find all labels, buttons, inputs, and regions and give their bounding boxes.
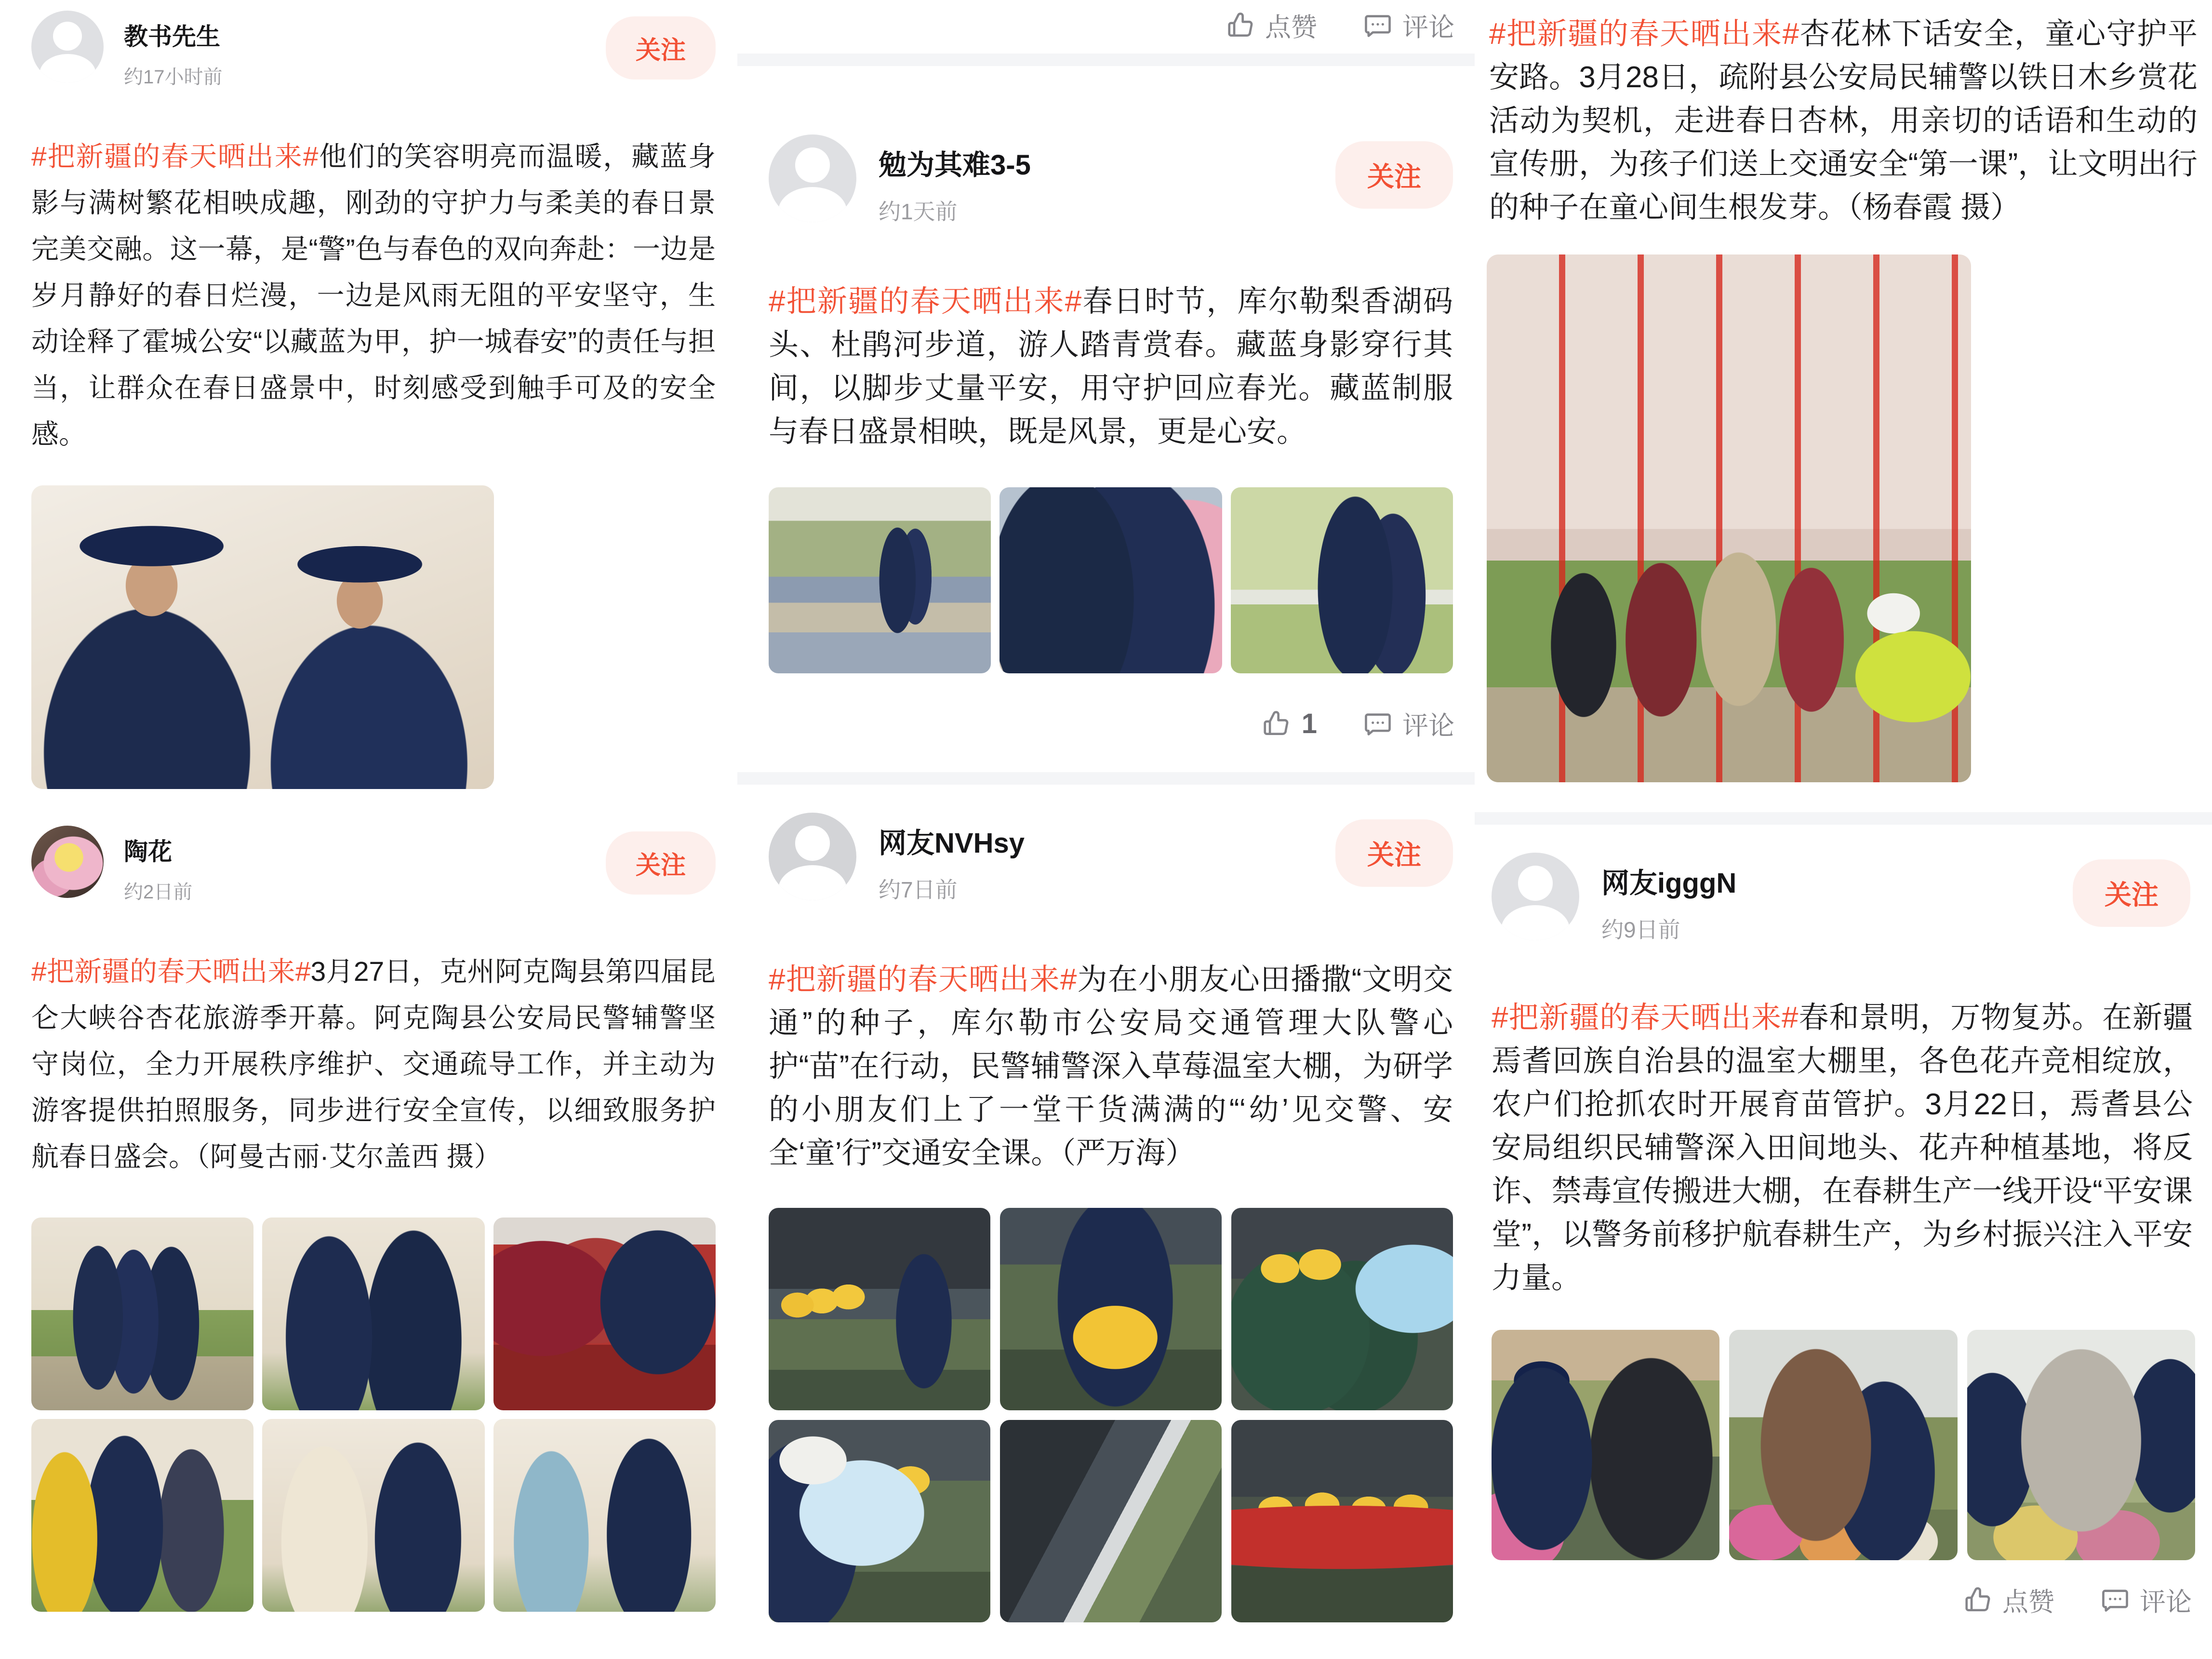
post-photo-officers-farmer-flowers[interactable] xyxy=(1967,1330,2195,1560)
post-text xyxy=(1475,996,2212,1300)
post-actions xyxy=(1475,1581,2212,1619)
photo-grid xyxy=(737,487,1475,673)
post-divider xyxy=(737,772,1475,785)
post-photo-traffic-officer-sign[interactable] xyxy=(769,1420,990,1622)
author-avatar[interactable] xyxy=(769,134,856,222)
post-body: 春和景明，万物复苏。在新疆焉耆回族自治县的温室大棚里，各色花卉竞相绽放，农户们抢抓农时开展育苗管护。3月22日，焉耆县公安局组织民辅警深入田间地头、花卉种植基地，将反诈、禁毒宣传搬进大棚，在春耕生产一线开设“平安课堂”，以警务前移护航春耕生产，为乡村振兴注入平安力量。 xyxy=(1492,1001,2193,1295)
post-photo-greenhouse-kids[interactable] xyxy=(769,1208,990,1410)
post-card xyxy=(1475,853,2212,1619)
post-photo-boy-officer-flowers[interactable] xyxy=(1729,1330,1957,1560)
post-photo-officers-orchard[interactable] xyxy=(262,1217,484,1410)
comment-bubble-icon xyxy=(2100,1585,2130,1615)
author-name[interactable]: 教书先生 xyxy=(124,23,220,50)
post-photo-officers-pink-blossoms[interactable] xyxy=(999,487,1222,673)
post-photo-officer-leaflet[interactable] xyxy=(493,1419,716,1612)
post-photo-group-banner[interactable] xyxy=(1231,1420,1453,1622)
post-photo-ethnic-costumes[interactable] xyxy=(493,1217,716,1410)
post-card xyxy=(1475,13,2212,782)
like-count: 1 xyxy=(1301,708,1317,739)
post-card xyxy=(737,813,1475,1622)
photo-grid xyxy=(0,1217,737,1612)
post-body: 为在小朋友心田播撒“文明交通”的种子，库尔勒市公安局交通管理大队警心护“苗”在行动，民警辅警深入草莓温室大棚，为研学的小朋友们上了一堂干货满满的“‘幼’见交警、安全‘童’行”交通安全课。（严万海） xyxy=(769,963,1453,1170)
follow-button[interactable]: 关注 xyxy=(1335,141,1453,209)
like-button[interactable] xyxy=(1963,1581,2054,1619)
like-label: 点赞 xyxy=(2002,1588,2054,1617)
post-card xyxy=(0,815,737,1612)
hashtag-link[interactable]: #把新疆的春天晒出来# xyxy=(1492,1001,1799,1034)
post-actions xyxy=(737,705,1475,742)
author-avatar[interactable] xyxy=(769,813,856,900)
post-time: 约9日前 xyxy=(1601,917,1680,942)
comment-button[interactable] xyxy=(1363,705,1454,742)
feed-column-right xyxy=(1475,0,2212,1659)
hashtag-link[interactable]: #把新疆的春天晒出来# xyxy=(31,956,311,987)
post-text xyxy=(737,958,1475,1175)
hashtag-link[interactable]: #把新疆的春天晒出来# xyxy=(769,963,1077,996)
author-name[interactable]: 勉为其难3-5 xyxy=(879,149,1031,181)
author-name[interactable]: 网友NVHsy xyxy=(879,828,1025,859)
hashtag-link[interactable]: #把新疆的春天晒出来# xyxy=(1489,17,1799,51)
post-header xyxy=(0,0,737,89)
author-avatar[interactable] xyxy=(31,11,104,83)
author-avatar[interactable] xyxy=(31,826,104,898)
post-time: 约7日前 xyxy=(879,877,958,902)
comment-bubble-icon xyxy=(1363,11,1393,40)
post-time: 约1天前 xyxy=(879,199,958,224)
post-photo-officer-villagers[interactable] xyxy=(31,1419,253,1612)
post-text xyxy=(0,134,737,457)
follow-button[interactable]: 关注 xyxy=(1335,819,1453,887)
thumbs-up-icon xyxy=(1226,11,1255,40)
post-photo-officers-blossoms[interactable] xyxy=(31,485,494,789)
post-header xyxy=(737,134,1475,226)
post-text xyxy=(1475,13,2212,229)
author-name[interactable]: 网友igggN xyxy=(1601,868,1737,899)
thumbs-up-icon xyxy=(1963,1585,1993,1615)
post-body: 他们的笑容明亮而温暖，藏蓝身影与满树繁花相映成趣，刚劲的守护力与柔美的春日景完美交融。这一幕，是“警”色与春色的双向奔赴：一边是岁月静好的春日烂漫，一边是风雨无阻的平安坚守，生动诠释了霍城公安“以藏蓝为甲，护一城春安”的责任与担当，让群众在春日盛景中，时刻感受到触手可及的安全感。 xyxy=(31,141,716,450)
comment-button[interactable] xyxy=(2100,1581,2192,1619)
post-photo-officer-strawberries[interactable] xyxy=(1000,1208,1222,1410)
thumbs-up-icon xyxy=(1261,709,1291,739)
post-photo-officer-elder[interactable] xyxy=(262,1419,484,1612)
comment-label: 评论 xyxy=(1402,711,1454,740)
post-photo-kids-sign[interactable] xyxy=(1231,1208,1453,1410)
follow-button[interactable]: 关注 xyxy=(606,16,716,80)
feed-column-middle xyxy=(737,0,1475,1659)
post-card xyxy=(737,134,1475,742)
post-header xyxy=(1475,853,2212,944)
feed-column-left xyxy=(0,0,737,1659)
post-time: 约17小时前 xyxy=(124,67,223,88)
post-header xyxy=(737,813,1475,904)
post-actions xyxy=(737,0,1475,44)
post-text xyxy=(0,949,737,1180)
post-photo-ribbon-orchard-children[interactable] xyxy=(1487,254,1971,782)
follow-button[interactable]: 关注 xyxy=(606,831,716,895)
post-time: 约2日前 xyxy=(124,882,193,903)
post-header xyxy=(0,815,737,904)
comment-label: 评论 xyxy=(1402,13,1454,42)
comment-bubble-icon xyxy=(1363,709,1393,739)
post-photo-officers-willow-bridge[interactable] xyxy=(1231,487,1453,673)
post-body: 春日时节，库尔勒梨香湖码头、杜鹃河步道，游人踏青赏春。藏蓝身影穿行其间，以脚步丈量平安，用守护回应春光。藏蓝制服与春日盛景相映，既是风景，更是心安。 xyxy=(769,285,1453,448)
hashtag-link[interactable]: #把新疆的春天晒出来# xyxy=(769,285,1082,318)
like-button[interactable] xyxy=(1261,708,1317,740)
photo-grid xyxy=(737,1208,1475,1622)
comment-label: 评论 xyxy=(2140,1588,2192,1617)
post-text xyxy=(737,280,1475,454)
author-avatar[interactable] xyxy=(1492,853,1579,940)
like-label: 点赞 xyxy=(1265,13,1317,42)
post-body: 3月27日，克州阿克陶县第四届昆仑大峡谷杏花旅游季开幕。阿克陶县公安局民警辅警坚守岗位，全力开展秩序维护、交通疏导工作，并主动为游客提供拍照服务，同步进行安全宣传，以细致服务护航春日盛会。（阿曼古丽·艾尔盖西 摄） xyxy=(31,956,716,1172)
like-button[interactable] xyxy=(1226,7,1317,44)
post-photo-greenhouse-corridor[interactable] xyxy=(1000,1420,1222,1622)
post-divider xyxy=(1475,812,2212,825)
post-divider xyxy=(737,54,1475,66)
post-photo-riverside-patrol[interactable] xyxy=(769,487,991,673)
photo-grid xyxy=(1475,1330,2212,1560)
follow-button[interactable]: 关注 xyxy=(2073,859,2190,927)
post-body: 杏花林下话安全，童心守护平安路。3月28日，疏附县公安局民辅警以铁日木乡赏花活动为契机，走进春日杏林，用亲切的话语和生动的宣传册，为孩子们送上交通安全“第一课”，让文明出行的种子在童心间生根发芽。（杨春霞 摄） xyxy=(1489,17,2198,224)
post-photo-officer-leaflet-greenhouse[interactable] xyxy=(1492,1330,1719,1560)
comment-button[interactable] xyxy=(1363,7,1454,44)
author-name[interactable]: 陶花 xyxy=(124,838,172,865)
post-card xyxy=(0,0,737,789)
post-photo-orchard-patrol[interactable] xyxy=(31,1217,253,1410)
hashtag-link[interactable]: #把新疆的春天晒出来# xyxy=(31,141,319,172)
